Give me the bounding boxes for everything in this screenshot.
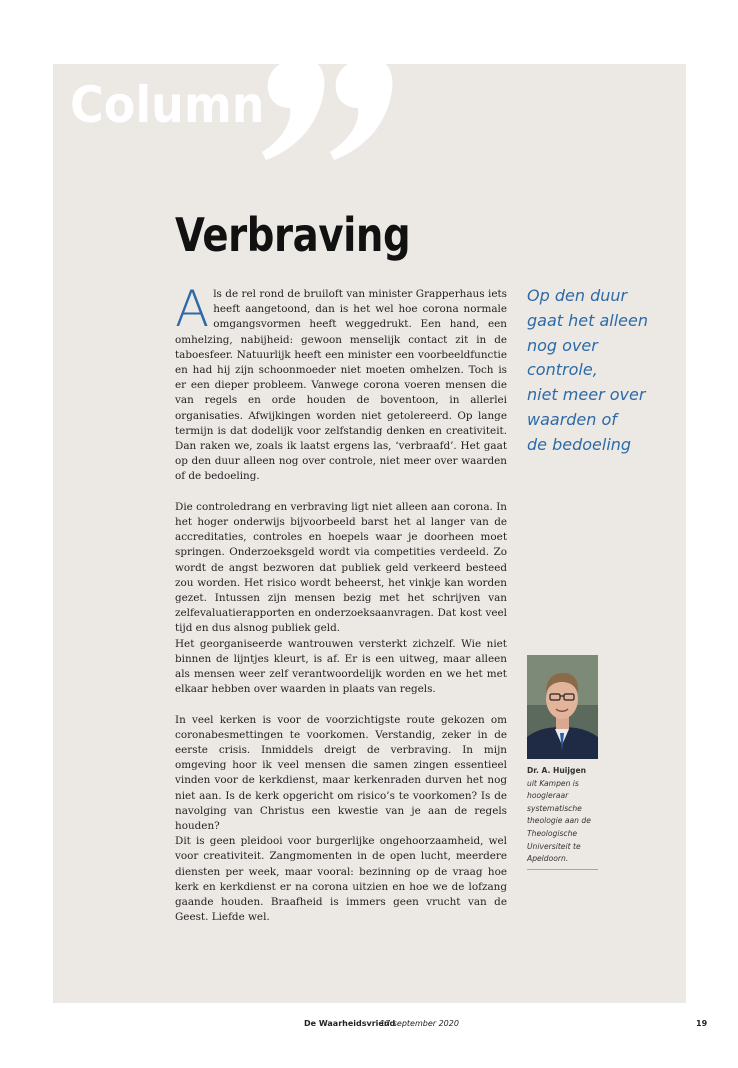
author-bio: uit Kampen is hoogleraar systematische theologie aan de Theologische Universiteit te Apeldoorn. xyxy=(527,778,591,864)
magazine-name: De Waarheidsvriend xyxy=(304,1019,396,1028)
pull-quote-line: controle, xyxy=(527,360,598,380)
paragraph-4: In veel kerken is voor de voorzichtigste route gekozen om coronabesmettingen te voorkomen. Verstandig, zeker in de eerste crisis. Inmiddels dreigt de verbraving. In mijn omgeving hoor ik veel mensen die samen zingen essentieel vinden voor de kerkdienst, maar kerkenraden durven het nog niet aan. Is de kerk opgericht om risico’s te voorkomen? Is de navolging van Christus een kwestie van je aan de regels houden? xyxy=(175,713,507,833)
pull-quote-line: niet meer over xyxy=(527,385,646,405)
paragraph-5: Dit is geen pleidooi voor burgerlijke ongehoorzaamheid, wel voor creativiteit. Zangmomenten in de open lucht, meerdere diensten per week, maar vooral: bezinning op de vraag hoe kerk en kerkdienst er na corona uitzien en hoe we de lofzang gaande houden. Braafheid is immers geen vrucht van de Geest. Liefde wel. xyxy=(175,835,507,924)
caption-divider xyxy=(527,869,598,870)
author-photo xyxy=(527,655,598,759)
article-headline: Verbraving xyxy=(175,208,411,262)
author-name: Dr. A. Huijgen xyxy=(527,766,586,775)
paragraph-3: Het georganiseerde wantrouwen versterkt zichzelf. Wie niet binnen de lijntjes kleurt, is af. Er is een uitweg, maar alleen als mensen weer zelf verantwoordelijk worden en we het met elkaar hebben over waarden in plaats van regels. xyxy=(175,637,507,696)
drop-cap: A xyxy=(175,280,210,338)
paragraph-1: Als de rel rond de bruiloft van minister Grapperhaus iets heeft aangetoond, dan is het wel hoe corona normale omgangsvormen heeft weggedrukt. Een hand, een omhelzing, nabijheid: gewoon menselijk contact zit in de taboesfeer. Natuurlijk heeft een minister een voorbeeldfunctie en had hij zijn schoonmoeder niet moeten omhelzen. Toch is er een dieper probleem. Vanwege corona voeren mensen die van regels en orde houden de boventoon, in allerlei organisaties. Afwijkingen worden niet getolereerd. Op lange termijn is dat dodelijk voor zelfstandig denken en creativiteit. Dan raken we, zoals ik laatst ergens las, ‘verbraafd’. Het gaat op den duur alleen nog over controle, niet meer over waarden of de bedoeling. xyxy=(175,280,507,483)
pull-quote-line: gaat het alleen xyxy=(527,310,648,330)
quote-mark-icon xyxy=(244,52,394,162)
pull-quote-line: waarden of xyxy=(527,409,617,429)
page-number: 19 xyxy=(696,1019,708,1028)
issue-date: 17 september 2020 xyxy=(380,1019,459,1028)
article-body xyxy=(175,280,507,926)
pull-quote-line: de bedoeling xyxy=(527,434,632,454)
pull-quote-line: nog over xyxy=(527,335,598,355)
paragraph-2: Die controledrang en verbraving ligt niet alleen aan corona. In het hoger onderwijs bijvoorbeeld barst het al langer van de accreditaties, controles en hoepels waar je doorheen moet springen. Onderzoeksgeld wordt via competities verdeeld. Zo wordt de angst bezworen dat publiek geld verkeerd besteed zou worden. Het risico wordt beheerst, het vinkje kan worden gezet. Intussen zijn mensen bezig met het schrijven van zelfevaluatierapporten en onderzoeksaanvragen. Dat kost veel tijd en dus alsnog publiek geld. xyxy=(175,500,507,635)
pull-quote-line: Op den duur xyxy=(527,286,628,305)
section-kicker: Column xyxy=(70,76,265,134)
author-caption xyxy=(527,765,617,870)
page-footer xyxy=(0,1019,738,1033)
pull-quote xyxy=(527,284,667,458)
